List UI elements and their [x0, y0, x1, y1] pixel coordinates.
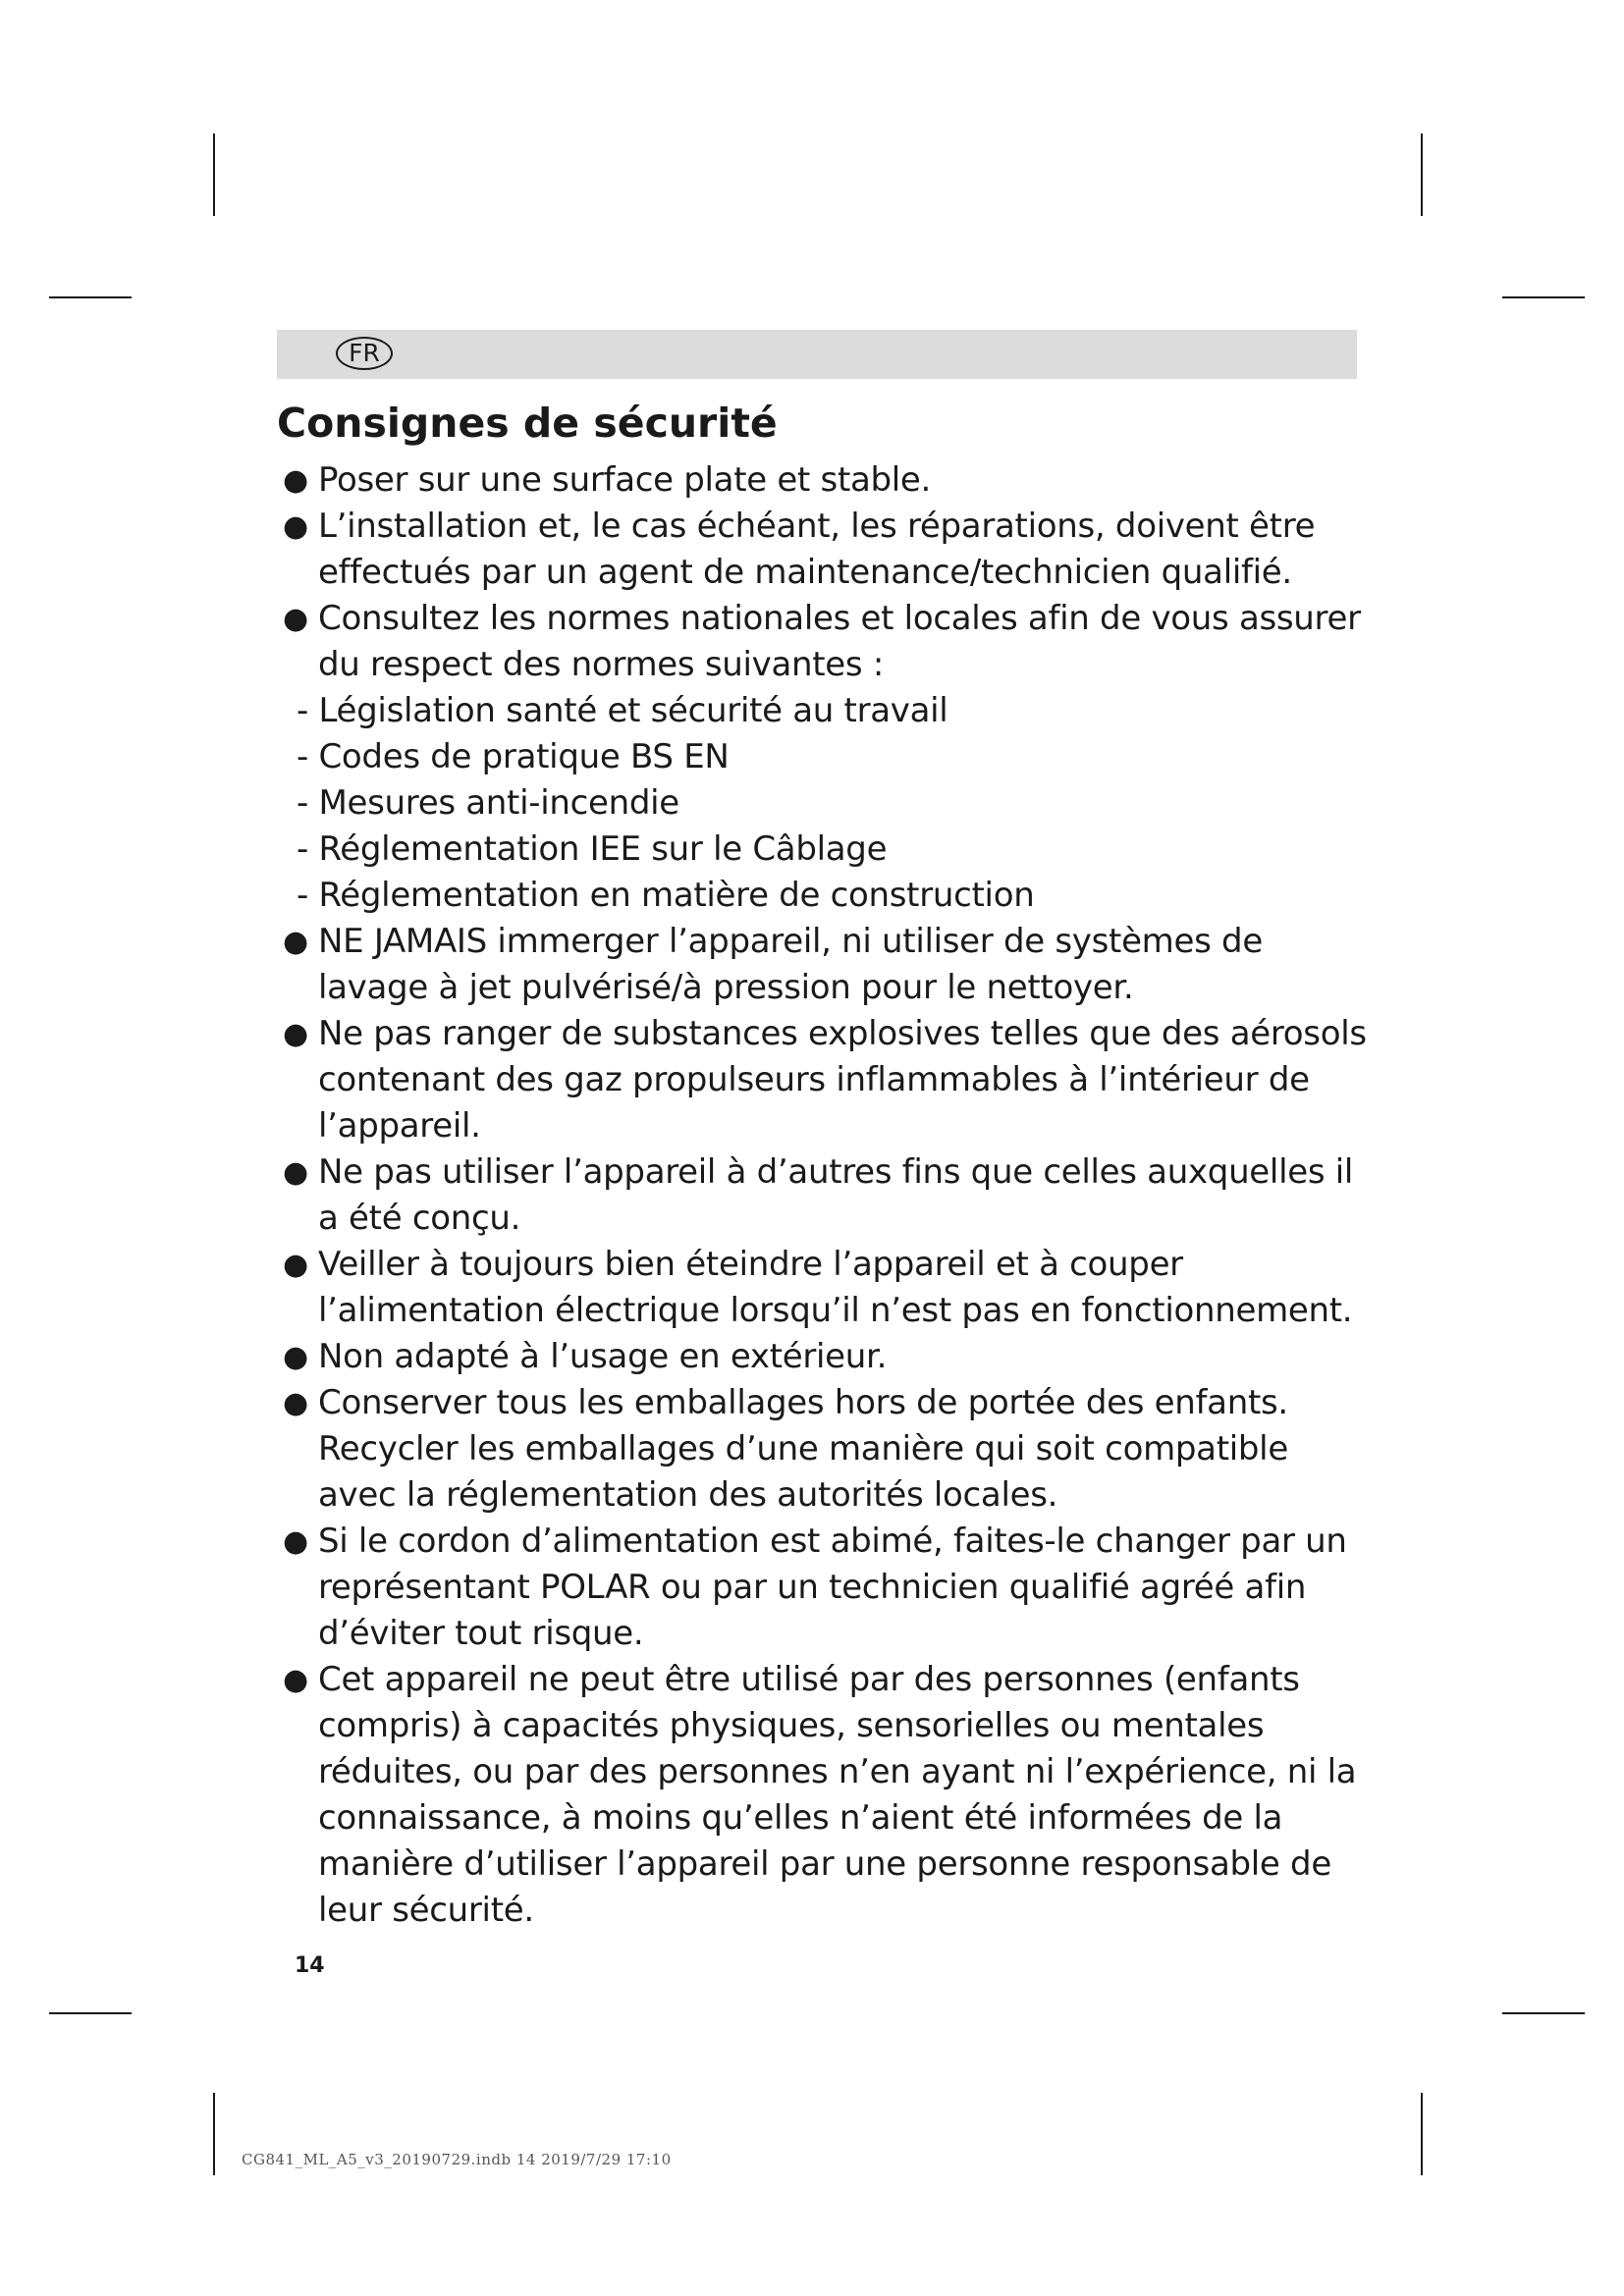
bullet-icon: ● [283, 1340, 308, 1374]
bullet-icon: ● [283, 509, 308, 544]
language-bar [277, 330, 1357, 379]
list-item: ● Ne pas utiliser l’appareil à d’autres fins que celles auxquelles il a été conçu. [277, 1149, 1372, 1242]
bullet-icon: ● [283, 1017, 308, 1051]
section-title: Consignes de sécurité [277, 400, 778, 447]
crop-mark-left-lower [49, 2012, 132, 2014]
bullet-icon: ● [283, 1155, 308, 1190]
crop-mark-right-upper [1502, 296, 1585, 298]
list-item: ● Conserver tous les emballages hors de portée des enfants. Recycler les emballages d’une manière qui soit compatible avec la réglementation des autorités locales. [277, 1380, 1372, 1519]
bullet-icon: ● [283, 463, 308, 498]
safety-list-continued [277, 919, 1372, 1934]
bullet-icon: ● [283, 1248, 308, 1282]
list-item: ● Veiller à toujours bien éteindre l’appareil et à couper l’alimentation électrique lorsqu’il n’est pas en fonctionnement. [277, 1242, 1372, 1334]
bullet-icon: ● [283, 1386, 308, 1420]
print-info: CG841_ML_A5_v3_20190729.indb 14 2019/7/29 17:10 [242, 2151, 672, 2168]
sub-list-item: - Réglementation IEE sur le Câblage [297, 829, 888, 869]
list-item: ● Si le cordon d’alimentation est abimé, faites-le changer par un représentant POLAR ou par un technicien qualifié agréé afin d’éviter tout risque. [277, 1519, 1372, 1657]
crop-mark-top-right [1421, 133, 1423, 216]
bullet-icon: ● [283, 1524, 308, 1559]
list-item: ● Cet appareil ne peut être utilisé par des personnes (enfants compris) à capacités physiques, sensorielles ou mentales réduites, ou par des personnes n’en ayant ni l’expérience, ni la connaissance, à moins qu’elles n’aient été informées de la manière d’utiliser l’appareil par une personne responsable de leur sécurité. [277, 1657, 1372, 1934]
list-item: ● Consultez les normes nationales et locales afin de vous assurer du respect des normes suivantes : [277, 596, 1372, 688]
standards-sublist [277, 688, 1372, 919]
list-item: ● Poser sur une surface plate et stable. [277, 457, 1372, 504]
safety-section [277, 395, 1372, 1934]
language-badge: FR [336, 337, 393, 370]
list-item: ● Ne pas ranger de substances explosives telles que des aérosols contenant des gaz propulseurs inflammables à l’intérieur de l’appareil. [277, 1011, 1372, 1149]
bullet-icon: ● [283, 925, 308, 959]
list-item: ● Non adapté à l’usage en extérieur. [277, 1334, 1372, 1380]
bullet-icon: ● [283, 602, 308, 636]
list-item: ● NE JAMAIS immerger l’appareil, ni utiliser de systèmes de lavage à jet pulvérisé/à pression pour le nettoyer. [277, 919, 1372, 1011]
crop-mark-top-left [213, 133, 215, 216]
sub-list-item: - Mesures anti-incendie [297, 783, 679, 823]
page-number: 14 [295, 1953, 325, 1978]
sub-list-item: - Codes de pratique BS EN [297, 737, 730, 776]
crop-mark-right-lower [1502, 2012, 1585, 2014]
crop-mark-bottom-left [213, 2093, 215, 2175]
list-item: ● L’installation et, le cas échéant, les réparations, doivent être effectués par un agent de maintenance/technicien qualifié. [277, 504, 1372, 596]
crop-mark-bottom-right [1421, 2093, 1423, 2175]
safety-list [277, 457, 1372, 688]
sub-list-item: - Réglementation en matière de construction [297, 876, 1035, 915]
bullet-icon: ● [283, 1663, 308, 1697]
sub-list-item: - Législation santé et sécurité au travail [297, 691, 948, 730]
crop-mark-left-upper [49, 296, 132, 298]
